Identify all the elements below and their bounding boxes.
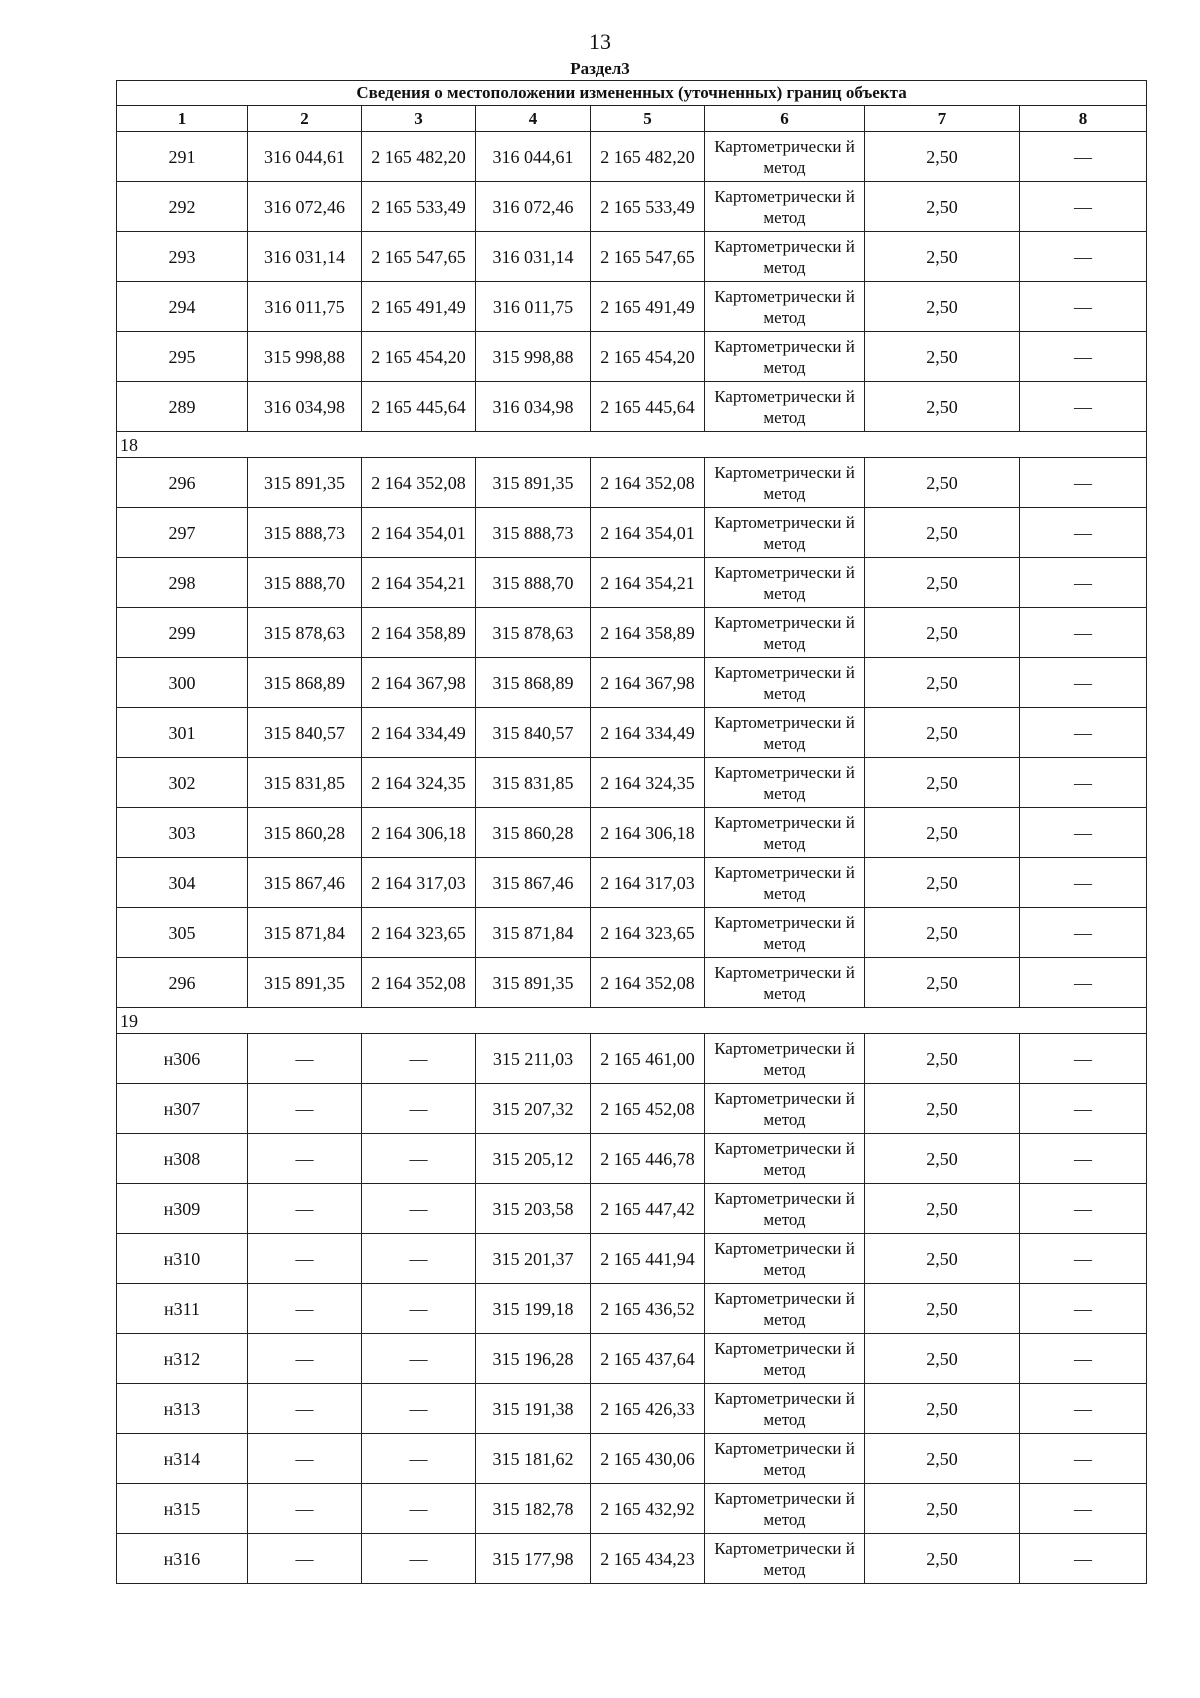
- description-cell: —: [1020, 1484, 1147, 1534]
- accuracy-cell: 2,50: [865, 608, 1020, 658]
- description-cell: —: [1020, 1334, 1147, 1384]
- table-row: [117, 508, 1147, 558]
- existing-x-cell: 315 888,70: [248, 558, 362, 608]
- existing-x-cell: 315 891,35: [248, 958, 362, 1008]
- description-cell: —: [1020, 1184, 1147, 1234]
- table-row: [117, 1384, 1147, 1434]
- new-x-cell: 315 181,62: [476, 1434, 591, 1484]
- existing-y-cell: 2 164 317,03: [362, 858, 476, 908]
- new-y-cell: 2 165 436,52: [591, 1284, 705, 1334]
- method-cell: Картометрически й метод: [705, 1034, 865, 1084]
- existing-x-cell: —: [248, 1234, 362, 1284]
- point-number-cell: 302: [117, 758, 248, 808]
- existing-y-cell: 2 165 533,49: [362, 182, 476, 232]
- method-cell: Картометрически й метод: [705, 508, 865, 558]
- method-cell: Картометрически й метод: [705, 1534, 865, 1584]
- existing-y-cell: 2 164 352,08: [362, 958, 476, 1008]
- description-cell: —: [1020, 1084, 1147, 1134]
- existing-x-cell: 315 831,85: [248, 758, 362, 808]
- new-x-cell: 316 072,46: [476, 182, 591, 232]
- new-y-cell: 2 164 358,89: [591, 608, 705, 658]
- new-x-cell: 315 182,78: [476, 1484, 591, 1534]
- new-y-cell: 2 165 432,92: [591, 1484, 705, 1534]
- column-number: 7: [865, 106, 1020, 132]
- method-cell: Картометрически й метод: [705, 1234, 865, 1284]
- point-number-cell: 299: [117, 608, 248, 658]
- new-y-cell: 2 164 367,98: [591, 658, 705, 708]
- description-cell: —: [1020, 1384, 1147, 1434]
- table-row: [117, 1284, 1147, 1334]
- table-row: [117, 182, 1147, 232]
- new-y-cell: 2 164 323,65: [591, 908, 705, 958]
- accuracy-cell: 2,50: [865, 1484, 1020, 1534]
- description-cell: —: [1020, 282, 1147, 332]
- table-body: [117, 81, 1147, 1584]
- existing-y-cell: —: [362, 1134, 476, 1184]
- accuracy-cell: 2,50: [865, 382, 1020, 432]
- description-cell: —: [1020, 958, 1147, 1008]
- existing-y-cell: 2 164 358,89: [362, 608, 476, 658]
- point-number-cell: 298: [117, 558, 248, 608]
- table-caption-row: [117, 81, 1147, 106]
- method-cell: Картометрически й метод: [705, 658, 865, 708]
- description-cell: —: [1020, 758, 1147, 808]
- existing-y-cell: —: [362, 1084, 476, 1134]
- description-cell: —: [1020, 708, 1147, 758]
- existing-y-cell: 2 165 547,65: [362, 232, 476, 282]
- existing-x-cell: —: [248, 1384, 362, 1434]
- method-cell: Картометрически й метод: [705, 458, 865, 508]
- accuracy-cell: 2,50: [865, 132, 1020, 182]
- new-x-cell: 315 868,89: [476, 658, 591, 708]
- new-x-cell: 315 203,58: [476, 1184, 591, 1234]
- new-y-cell: 2 165 430,06: [591, 1434, 705, 1484]
- existing-x-cell: —: [248, 1534, 362, 1584]
- new-x-cell: 315 891,35: [476, 458, 591, 508]
- accuracy-cell: 2,50: [865, 232, 1020, 282]
- point-number-cell: 296: [117, 958, 248, 1008]
- method-cell: Картометрически й метод: [705, 1284, 865, 1334]
- table-row: [117, 1434, 1147, 1484]
- new-y-cell: 2 165 445,64: [591, 382, 705, 432]
- existing-x-cell: 316 072,46: [248, 182, 362, 232]
- existing-y-cell: —: [362, 1534, 476, 1584]
- coordinates-table: [116, 80, 1147, 1584]
- new-y-cell: 2 164 324,35: [591, 758, 705, 808]
- point-number-cell: 289: [117, 382, 248, 432]
- existing-x-cell: 315 888,73: [248, 508, 362, 558]
- column-number: 1: [117, 106, 248, 132]
- existing-x-cell: 316 011,75: [248, 282, 362, 332]
- point-number-cell: 294: [117, 282, 248, 332]
- description-cell: —: [1020, 458, 1147, 508]
- new-y-cell: 2 164 306,18: [591, 808, 705, 858]
- existing-x-cell: 315 860,28: [248, 808, 362, 858]
- table-row: [117, 232, 1147, 282]
- accuracy-cell: 2,50: [865, 1534, 1020, 1584]
- new-y-cell: 2 165 437,64: [591, 1334, 705, 1384]
- method-cell: Картометрически й метод: [705, 808, 865, 858]
- new-y-cell: 2 165 547,65: [591, 232, 705, 282]
- point-number-cell: 300: [117, 658, 248, 708]
- accuracy-cell: 2,50: [865, 708, 1020, 758]
- method-cell: Картометрически й метод: [705, 858, 865, 908]
- point-number-cell: 304: [117, 858, 248, 908]
- description-cell: —: [1020, 608, 1147, 658]
- new-x-cell: 315 199,18: [476, 1284, 591, 1334]
- point-number-cell: н312: [117, 1334, 248, 1384]
- description-cell: —: [1020, 808, 1147, 858]
- accuracy-cell: 2,50: [865, 332, 1020, 382]
- existing-x-cell: 316 044,61: [248, 132, 362, 182]
- page-number: 13: [589, 29, 611, 54]
- method-cell: Картометрически й метод: [705, 332, 865, 382]
- accuracy-cell: 2,50: [865, 908, 1020, 958]
- method-cell: Картометрически й метод: [705, 282, 865, 332]
- existing-x-cell: —: [248, 1084, 362, 1134]
- existing-x-cell: —: [248, 1334, 362, 1384]
- accuracy-cell: 2,50: [865, 1084, 1020, 1134]
- new-x-cell: 315 888,73: [476, 508, 591, 558]
- existing-y-cell: —: [362, 1234, 476, 1284]
- new-x-cell: 315 878,63: [476, 608, 591, 658]
- existing-x-cell: 315 840,57: [248, 708, 362, 758]
- existing-y-cell: 2 164 352,08: [362, 458, 476, 508]
- existing-y-cell: 2 164 354,21: [362, 558, 476, 608]
- new-y-cell: 2 165 434,23: [591, 1534, 705, 1584]
- new-x-cell: 315 840,57: [476, 708, 591, 758]
- new-y-cell: 2 165 447,42: [591, 1184, 705, 1234]
- new-y-cell: 2 164 352,08: [591, 458, 705, 508]
- point-number-cell: 292: [117, 182, 248, 232]
- table-row: [117, 458, 1147, 508]
- description-cell: —: [1020, 558, 1147, 608]
- existing-x-cell: 316 031,14: [248, 232, 362, 282]
- section-title: Раздел3: [570, 59, 630, 78]
- existing-y-cell: 2 165 445,64: [362, 382, 476, 432]
- table-row: [117, 708, 1147, 758]
- new-x-cell: 315 205,12: [476, 1134, 591, 1184]
- existing-x-cell: 316 034,98: [248, 382, 362, 432]
- table-row: [117, 282, 1147, 332]
- point-number-cell: 297: [117, 508, 248, 558]
- table-row: [117, 908, 1147, 958]
- existing-y-cell: 2 164 367,98: [362, 658, 476, 708]
- method-cell: Картометрически й метод: [705, 232, 865, 282]
- table-row: [117, 1484, 1147, 1534]
- column-number: 2: [248, 106, 362, 132]
- description-cell: —: [1020, 382, 1147, 432]
- new-x-cell: 315 871,84: [476, 908, 591, 958]
- column-number: 5: [591, 106, 705, 132]
- table-row: [117, 608, 1147, 658]
- accuracy-cell: 2,50: [865, 1284, 1020, 1334]
- accuracy-cell: 2,50: [865, 182, 1020, 232]
- accuracy-cell: 2,50: [865, 1134, 1020, 1184]
- point-number-cell: н311: [117, 1284, 248, 1334]
- table-row: [117, 132, 1147, 182]
- accuracy-cell: 2,50: [865, 458, 1020, 508]
- method-cell: Картометрически й метод: [705, 1384, 865, 1434]
- description-cell: —: [1020, 858, 1147, 908]
- new-y-cell: 2 165 491,49: [591, 282, 705, 332]
- accuracy-cell: 2,50: [865, 758, 1020, 808]
- point-number-cell: 301: [117, 708, 248, 758]
- table-row: [117, 1184, 1147, 1234]
- accuracy-cell: 2,50: [865, 1034, 1020, 1084]
- method-cell: Картометрически й метод: [705, 382, 865, 432]
- new-x-cell: 316 031,14: [476, 232, 591, 282]
- new-x-cell: 315 196,28: [476, 1334, 591, 1384]
- existing-x-cell: —: [248, 1484, 362, 1534]
- existing-x-cell: 315 998,88: [248, 332, 362, 382]
- method-cell: Картометрически й метод: [705, 608, 865, 658]
- new-y-cell: 2 164 354,21: [591, 558, 705, 608]
- method-cell: Картометрически й метод: [705, 708, 865, 758]
- column-number-row: [117, 106, 1147, 132]
- table-row: [117, 332, 1147, 382]
- new-y-cell: 2 164 352,08: [591, 958, 705, 1008]
- description-cell: —: [1020, 908, 1147, 958]
- table-row: [117, 808, 1147, 858]
- existing-y-cell: —: [362, 1434, 476, 1484]
- accuracy-cell: 2,50: [865, 1384, 1020, 1434]
- column-number: 4: [476, 106, 591, 132]
- new-x-cell: 316 044,61: [476, 132, 591, 182]
- accuracy-cell: 2,50: [865, 1184, 1020, 1234]
- method-cell: Картометрически й метод: [705, 958, 865, 1008]
- new-x-cell: 316 034,98: [476, 382, 591, 432]
- existing-y-cell: 2 165 454,20: [362, 332, 476, 382]
- existing-x-cell: 315 878,63: [248, 608, 362, 658]
- description-cell: —: [1020, 1234, 1147, 1284]
- existing-x-cell: —: [248, 1284, 362, 1334]
- point-number-cell: н307: [117, 1084, 248, 1134]
- accuracy-cell: 2,50: [865, 1434, 1020, 1484]
- existing-x-cell: 315 871,84: [248, 908, 362, 958]
- existing-y-cell: —: [362, 1334, 476, 1384]
- point-number-cell: 293: [117, 232, 248, 282]
- new-x-cell: 315 191,38: [476, 1384, 591, 1434]
- new-y-cell: 2 165 454,20: [591, 332, 705, 382]
- accuracy-cell: 2,50: [865, 1234, 1020, 1284]
- description-cell: —: [1020, 1134, 1147, 1184]
- table-row: [117, 1034, 1147, 1084]
- description-cell: —: [1020, 132, 1147, 182]
- description-cell: —: [1020, 232, 1147, 282]
- contour-group-row: [117, 432, 1147, 458]
- existing-y-cell: —: [362, 1484, 476, 1534]
- contour-number: 18: [117, 432, 1147, 458]
- table-row: [117, 1084, 1147, 1134]
- method-cell: Картометрически й метод: [705, 1134, 865, 1184]
- new-x-cell: 315 831,85: [476, 758, 591, 808]
- existing-y-cell: 2 164 334,49: [362, 708, 476, 758]
- description-cell: —: [1020, 1034, 1147, 1084]
- column-number: 3: [362, 106, 476, 132]
- method-cell: Картометрически й метод: [705, 908, 865, 958]
- table-row: [117, 858, 1147, 908]
- accuracy-cell: 2,50: [865, 658, 1020, 708]
- new-x-cell: 315 891,35: [476, 958, 591, 1008]
- point-number-cell: 296: [117, 458, 248, 508]
- existing-x-cell: —: [248, 1184, 362, 1234]
- method-cell: Картометрически й метод: [705, 182, 865, 232]
- existing-x-cell: 315 891,35: [248, 458, 362, 508]
- column-number: 8: [1020, 106, 1147, 132]
- point-number-cell: н316: [117, 1534, 248, 1584]
- new-x-cell: 315 177,98: [476, 1534, 591, 1584]
- new-y-cell: 2 165 446,78: [591, 1134, 705, 1184]
- existing-y-cell: —: [362, 1184, 476, 1234]
- contour-group-row: [117, 1008, 1147, 1034]
- point-number-cell: н310: [117, 1234, 248, 1284]
- existing-x-cell: —: [248, 1434, 362, 1484]
- table-row: [117, 958, 1147, 1008]
- existing-x-cell: 315 868,89: [248, 658, 362, 708]
- point-number-cell: 305: [117, 908, 248, 958]
- new-x-cell: 315 201,37: [476, 1234, 591, 1284]
- description-cell: —: [1020, 182, 1147, 232]
- new-y-cell: 2 165 452,08: [591, 1084, 705, 1134]
- point-number-cell: н314: [117, 1434, 248, 1484]
- new-y-cell: 2 165 533,49: [591, 182, 705, 232]
- existing-y-cell: 2 164 354,01: [362, 508, 476, 558]
- existing-y-cell: 2 164 306,18: [362, 808, 476, 858]
- point-number-cell: н309: [117, 1184, 248, 1234]
- accuracy-cell: 2,50: [865, 1334, 1020, 1384]
- existing-x-cell: 315 867,46: [248, 858, 362, 908]
- existing-y-cell: —: [362, 1284, 476, 1334]
- new-y-cell: 2 165 482,20: [591, 132, 705, 182]
- new-x-cell: 315 207,32: [476, 1084, 591, 1134]
- table-row: [117, 658, 1147, 708]
- method-cell: Картометрически й метод: [705, 758, 865, 808]
- method-cell: Картометрически й метод: [705, 132, 865, 182]
- table-row: [117, 1334, 1147, 1384]
- point-number-cell: н315: [117, 1484, 248, 1534]
- description-cell: —: [1020, 1434, 1147, 1484]
- new-y-cell: 2 165 441,94: [591, 1234, 705, 1284]
- accuracy-cell: 2,50: [865, 558, 1020, 608]
- accuracy-cell: 2,50: [865, 282, 1020, 332]
- new-x-cell: 315 888,70: [476, 558, 591, 608]
- table-row: [117, 1134, 1147, 1184]
- new-y-cell: 2 164 317,03: [591, 858, 705, 908]
- point-number-cell: 295: [117, 332, 248, 382]
- point-number-cell: 303: [117, 808, 248, 858]
- existing-y-cell: 2 164 323,65: [362, 908, 476, 958]
- accuracy-cell: 2,50: [865, 808, 1020, 858]
- new-x-cell: 315 211,03: [476, 1034, 591, 1084]
- existing-y-cell: —: [362, 1034, 476, 1084]
- new-y-cell: 2 165 461,00: [591, 1034, 705, 1084]
- method-cell: Картометрически й метод: [705, 1184, 865, 1234]
- table-caption: Сведения о местоположении измененных (уточненных) границ объекта: [117, 81, 1147, 106]
- table-row: [117, 1234, 1147, 1284]
- new-x-cell: 315 998,88: [476, 332, 591, 382]
- new-y-cell: 2 164 334,49: [591, 708, 705, 758]
- new-y-cell: 2 164 354,01: [591, 508, 705, 558]
- existing-y-cell: 2 165 491,49: [362, 282, 476, 332]
- point-number-cell: 291: [117, 132, 248, 182]
- description-cell: —: [1020, 508, 1147, 558]
- description-cell: —: [1020, 658, 1147, 708]
- point-number-cell: н306: [117, 1034, 248, 1084]
- method-cell: Картометрически й метод: [705, 1334, 865, 1384]
- table-row: [117, 558, 1147, 608]
- accuracy-cell: 2,50: [865, 958, 1020, 1008]
- method-cell: Картометрически й метод: [705, 1084, 865, 1134]
- description-cell: —: [1020, 332, 1147, 382]
- new-x-cell: 315 867,46: [476, 858, 591, 908]
- accuracy-cell: 2,50: [865, 508, 1020, 558]
- description-cell: —: [1020, 1284, 1147, 1334]
- existing-y-cell: 2 164 324,35: [362, 758, 476, 808]
- method-cell: Картометрически й метод: [705, 1484, 865, 1534]
- new-x-cell: 315 860,28: [476, 808, 591, 858]
- method-cell: Картометрически й метод: [705, 558, 865, 608]
- table-row: [117, 1534, 1147, 1584]
- point-number-cell: н313: [117, 1384, 248, 1434]
- contour-number: 19: [117, 1008, 1147, 1034]
- existing-y-cell: —: [362, 1384, 476, 1434]
- new-x-cell: 316 011,75: [476, 282, 591, 332]
- accuracy-cell: 2,50: [865, 858, 1020, 908]
- table-row: [117, 758, 1147, 808]
- method-cell: Картометрически й метод: [705, 1434, 865, 1484]
- existing-x-cell: —: [248, 1034, 362, 1084]
- new-y-cell: 2 165 426,33: [591, 1384, 705, 1434]
- existing-y-cell: 2 165 482,20: [362, 132, 476, 182]
- column-number: 6: [705, 106, 865, 132]
- description-cell: —: [1020, 1534, 1147, 1584]
- point-number-cell: н308: [117, 1134, 248, 1184]
- table-row: [117, 382, 1147, 432]
- existing-x-cell: —: [248, 1134, 362, 1184]
